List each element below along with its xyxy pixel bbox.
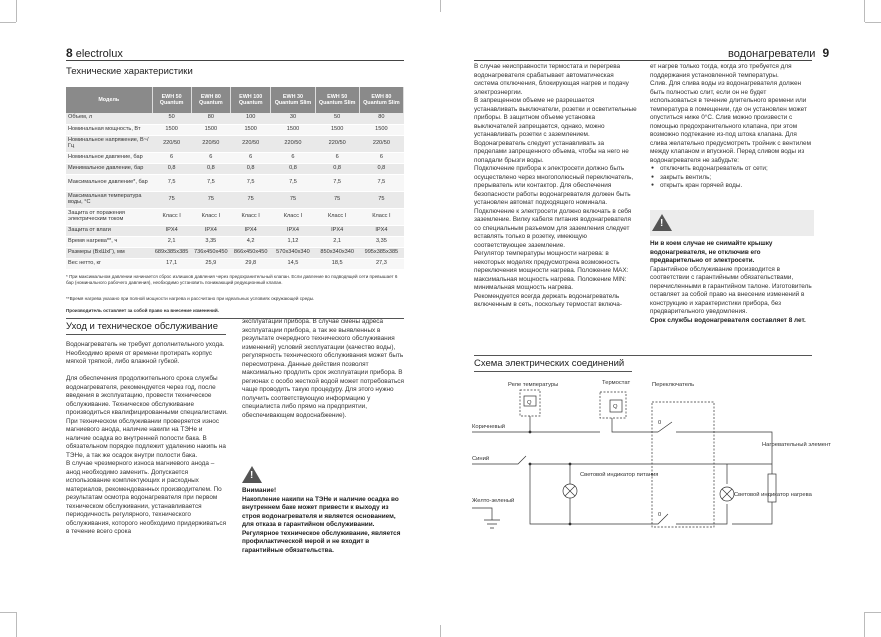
service-life: Срок службы водонагревателя составляет 8 лет. (650, 316, 806, 324)
table-cell: 570х340х340 (271, 247, 315, 258)
crop-mark (16, 0, 17, 22)
table-row (66, 174, 404, 191)
table-cell: 50 (152, 113, 191, 124)
table-row (66, 247, 404, 258)
table-cell: 75 (191, 191, 230, 208)
junction-dot (529, 463, 532, 466)
list-item: ● закрыть вентиль; (650, 174, 814, 183)
row-label: Номинальная мощность, Вт (66, 124, 152, 135)
row-label: Номинальное давление, бар (66, 152, 152, 163)
wire-heater (732, 502, 772, 524)
row-label: Размеры (ВхШхГ), мм (66, 247, 152, 258)
table-cell: 100 (230, 113, 270, 124)
table-cell: 0,8 (271, 163, 315, 174)
column-header: EWH 80 Quantum (191, 87, 230, 113)
table-cell: 25,9 (191, 258, 230, 269)
wire-blue (472, 456, 772, 464)
junction-dot (569, 463, 572, 466)
section-rule (474, 371, 632, 372)
drain-text: ет нагрев только тогда, когда это требуется для поддержания установленной температуры. Слив. Для слива воды из водонагревателя должен быть полностью слит, если он не будет использоваться в течение длительного времени или температура в помещении, где он установлен может опуститься ниже 0°С. Слив можно произвести с помощью предохранительного клапана, при этом возможно подтекание из-под штока клапана. Для слива желательно предусмотреть тройник с вентилем между клапаном и впускной. Перед сливом воды из водонагревателя не забудьте: (650, 63, 811, 164)
left-page-header (66, 46, 123, 60)
table-cell: Класс I (315, 208, 359, 225)
table-cell: 75 (271, 191, 315, 208)
table-cell: Класс I (271, 208, 315, 225)
table-row (66, 208, 404, 225)
label-thermostat: Термостат (602, 380, 631, 386)
table-cell: 0,8 (191, 163, 230, 174)
crop-mark (865, 22, 881, 23)
column-header-model: Модель (66, 87, 152, 113)
crop-mark (440, 625, 441, 637)
table-cell: 6 (359, 152, 403, 163)
table-cell: 866х450х450 (230, 247, 270, 258)
spec-table-header (66, 87, 404, 113)
label-relay: Реле температуры (508, 382, 559, 388)
row-label: Объем, л (66, 113, 152, 124)
column-header: EWH 30 Quantum Slim (271, 87, 315, 113)
header-rule (66, 60, 404, 61)
column-header: EWH 80 Quantum Slim (359, 87, 403, 113)
table-cell: 7,5 (271, 174, 315, 191)
list-item: ● открыть кран горячей воды. (650, 182, 814, 191)
table-cell: 6 (230, 152, 270, 163)
label-relay-q: Q (527, 400, 532, 406)
table-cell: 4,2 (230, 236, 270, 247)
table-cell: 14,5 (271, 258, 315, 269)
section-title-schema: Схема электрических соединений (474, 358, 625, 369)
table-row (66, 236, 404, 247)
label-blue: Синий (472, 456, 490, 462)
wire-top (658, 422, 772, 474)
table-cell: 220/50 (230, 135, 270, 152)
table-cell: 220/50 (315, 135, 359, 152)
table-cell: 689х385х385 (152, 247, 191, 258)
column-header: EWH 50 Quantum Slim (315, 87, 359, 113)
table-cell: 75 (230, 191, 270, 208)
care-text-col2: эксплуатации прибора. В случае смены адреса эксплуатации прибора, а так же выявленных в результате очередного технического обслуживания изменений) условий эксплуатации (качество воды), регулярность технического обслуживания может быть пересмотрена. Данные действия позволят максимально продлить срок эксплуатации прибора. В регионах с особо жесткой водой может потребоваться чаще проводить такую процедуру. Для этого нужно получить соответствующую информацию у специалиста либо прямо на предприятии, обеспечивающем водоснабжение). (242, 318, 404, 419)
footnote-1: * При максимальном давлении начинается сброс излишков давления через предохранительный клапан. Если давление во подводящей сети превышает 6 бар (номинального рабочего давления), необходимо установить понижающий редукционный клапан. (66, 274, 398, 286)
column-header: EWH 50 Quantum (152, 87, 191, 113)
spec-table (66, 87, 404, 270)
header-rule (474, 60, 812, 61)
warranty-block (650, 240, 814, 325)
label-yellow-green: Желто-зеленый (472, 498, 515, 504)
table-cell: 0,8 (230, 163, 270, 174)
table-cell: 220/50 (271, 135, 315, 152)
junction-dot (569, 523, 572, 526)
table-cell: 1500 (271, 124, 315, 135)
table-cell: 0,8 (152, 163, 191, 174)
page-number-left: 8 (66, 46, 73, 60)
warning-title: Внимание! (242, 487, 277, 494)
table-cell: 3,35 (191, 236, 230, 247)
table-cell: Класс I (191, 208, 230, 225)
label-switch: Переключатель (652, 382, 695, 388)
table-cell: 7,5 (152, 174, 191, 191)
row-label: Максимальная температура воды, °С (66, 191, 152, 208)
table-cell: 995х385х385 (359, 247, 403, 258)
table-cell: 7,5 (191, 174, 230, 191)
row-label: Максимальное давление*, бар (66, 174, 152, 191)
table-row (66, 152, 404, 163)
table-cell: 75 (152, 191, 191, 208)
table-cell: 3,35 (359, 236, 403, 247)
section-title-care: Уход и техническое обслуживание (66, 321, 219, 332)
table-cell: 7,5 (359, 174, 403, 191)
table-row (66, 191, 404, 208)
list-item: ● отключить водонагреватель от сети; (650, 165, 814, 174)
footnote-3: Производитель оставляет за собой право на внесение изменений. (66, 308, 219, 313)
table-cell: 18,5 (315, 258, 359, 269)
table-cell: 75 (359, 191, 403, 208)
table-cell: 7,5 (315, 174, 359, 191)
table-cell: 17,1 (152, 258, 191, 269)
table-cell: IPX4 (315, 225, 359, 236)
warranty-text: Гарантийное обслуживание производится в соответствии с гарантийными обязательствами, перечисленными в гарантийном талоне. Изготовитель оставляет за собой право на внесение изменений в конструкцию и характеристики прибора, без предварительного уведомления. (650, 265, 812, 316)
table-cell: 736х450х450 (191, 247, 230, 258)
page-number-right: 9 (822, 46, 830, 60)
table-row (66, 124, 404, 135)
table-cell: 27,3 (359, 258, 403, 269)
crop-mark (864, 612, 865, 637)
label-switch-zero: 0 (658, 512, 662, 518)
label-thermo-q: Q (613, 404, 618, 410)
table-cell: 6 (315, 152, 359, 163)
table-cell: IPX4 (359, 225, 403, 236)
label-brown: Коричневый (472, 424, 505, 430)
table-cell: 220/50 (359, 135, 403, 152)
table-cell: 30 (271, 113, 315, 124)
table-cell: 6 (191, 152, 230, 163)
header-category: водонагреватели (728, 48, 816, 60)
warning-bold-text: Ни в коем случае не снимайте крышку водонагревателя, не отключив его предварительно от электросети. (650, 240, 773, 265)
table-row (66, 113, 404, 124)
crop-mark (440, 0, 441, 12)
table-cell: 80 (191, 113, 230, 124)
table-cell: 1500 (230, 124, 270, 135)
row-label: Защита от влаги (66, 225, 152, 236)
row-label: Вес нетто, кг (66, 258, 152, 269)
table-cell: IPX4 (152, 225, 191, 236)
row-label: Защита от поражения электрическим током (66, 208, 152, 225)
table-cell: 2,1 (315, 236, 359, 247)
care-text-col1: Водонагреватель не требует дополнительного ухода. Необходимо время от времени протирать корпус мягкой тряпкой, либо влажной губкой. Для обеспечения продолжительного срока службы водонагревателя, рекомендуется через год, после введения в эксплуатацию, провести техническое обслуживание. Техническое обслуживание производиться квалифицированными специалистами. При техническом обслуживании проверяется износ магниевого анода, наличие накипи на ТЭНе и наличие осадка во внутренней полости бака. В обязательном порядке подлежит удалению накипь на ТЭНе, а так же осадок внутри полости бака. В случае чрезмерного износа магниевого анода – анод необходимо заменить. Допускается использование комплектующих и расходных материалов, рекомендованных производителем. По результатам осмотра водонагревателя при первом техническом обслуживании, устанавливается периодичность регулярного, технического обслуживания, которого необходимо придерживаться в течение всего срока (66, 341, 228, 536)
table-cell: IPX4 (191, 225, 230, 236)
junction-dot (529, 431, 532, 434)
table-row (66, 135, 404, 152)
table-cell: Класс I (359, 208, 403, 225)
table-cell: 75 (315, 191, 359, 208)
label-power-indicator: Световой индикатор питания (580, 472, 659, 478)
table-cell: 0,8 (359, 163, 403, 174)
crop-mark (0, 22, 16, 23)
label-switch-zero: 0 (658, 420, 662, 426)
label-heat-indicator: Световой индикатор нагрева (734, 492, 812, 498)
table-cell: 50 (315, 113, 359, 124)
table-cell: IPX4 (271, 225, 315, 236)
crop-mark (864, 0, 865, 22)
table-cell: 80 (359, 113, 403, 124)
footnote-2: **Время нагрева указано при полной мощности нагрева и рассчитано при идеальных условиях окружающей среды. (66, 296, 315, 301)
install-text-col2 (650, 63, 814, 191)
brand-name: electrolux (75, 48, 123, 60)
table-cell: 850х340х340 (315, 247, 359, 258)
table-cell: 6 (152, 152, 191, 163)
crop-mark (0, 612, 16, 613)
section-title-specs: Технические характеристики (66, 66, 193, 77)
table-cell: 1500 (152, 124, 191, 135)
column-header: EWH 100 Quantum (230, 87, 270, 113)
label-heater: Нагревательный элемент (762, 442, 831, 448)
table-cell: 1,12 (271, 236, 315, 247)
table-cell: 1500 (359, 124, 403, 135)
warning-icon (652, 214, 672, 231)
right-page-header (728, 46, 829, 60)
table-cell: Класс I (230, 208, 270, 225)
crop-mark (865, 612, 881, 613)
warning-text: Накопление накипи на ТЭНе и наличие осадка во внутреннем баке может привести к выходу из строя водонагревателя и является основанием, для отказа в гарантийном обслуживании. Регулярное техническое обслуживание, является профилактической мерой и не входит в гарантийные обязательства. (242, 495, 401, 554)
table-cell: Класс I (152, 208, 191, 225)
table-row (66, 258, 404, 269)
table-row (66, 163, 404, 174)
table-cell: 29,8 (230, 258, 270, 269)
table-cell: 2,1 (152, 236, 191, 247)
table-cell: 220/50 (152, 135, 191, 152)
warning-icon (242, 466, 262, 483)
table-cell: 6 (271, 152, 315, 163)
install-text-col1: В случае неисправности термостата и перегрева водонагревателя срабатывает автоматическая система отключения, блокирующая нагрев и подачу электроэнергии. В запрещенном объеме не разрешается устанавливать выключатели, розетки и осветительные приборы. В защитном объеме установка выключателей запрещается, однако, можно устанавливать розетки с заземлением. Водонагреватель следует устанавливать за пределами запрещенного объема, чтобы на него не попадали брызги воды. Подключение прибора к электросети должно быть осуществлено через многополюсный переключатель, прерыватель или контактор. Для обеспечения безопасности работы водонагревателя должен быть установлен автомат подходящего номинала. Подключение к электросети должно включать в себя заземление. Вилку кабеля питания водонагревателя со специальным разъемом для заземления следует вставлять только в розетку, имеющую соответствующее заземление. Регулятор температуры мощности нагрева: в некоторых моделях предусмотрена возможность переключения мощности нагрева. Положение MAX: максимальная мощность нагрева. Положение MIN: минимальная мощность нагрева. Рекомендуется всегда держать водонагреватель включенным в сеть, поскольку термостат включа- (474, 63, 637, 309)
row-label: Минимальное давление, бар (66, 163, 152, 174)
wiring-diagram (472, 374, 831, 534)
table-cell: IPX4 (230, 225, 270, 236)
table-cell: 1500 (191, 124, 230, 135)
section-rule (474, 355, 812, 356)
table-cell: 1500 (315, 124, 359, 135)
warning-band (650, 210, 814, 236)
table-cell: 7,5 (230, 174, 270, 191)
switch-box (652, 402, 714, 527)
row-label: Номинальное напряжение, В~/Гц (66, 135, 152, 152)
table-cell: 0,8 (315, 163, 359, 174)
row-label: Время нагрева**, ч (66, 236, 152, 247)
ground-symbol (472, 508, 500, 528)
table-row (66, 225, 404, 236)
table-cell: 220/50 (191, 135, 230, 152)
section-rule (66, 334, 226, 335)
warning-block (242, 487, 406, 555)
crop-mark (16, 612, 17, 637)
